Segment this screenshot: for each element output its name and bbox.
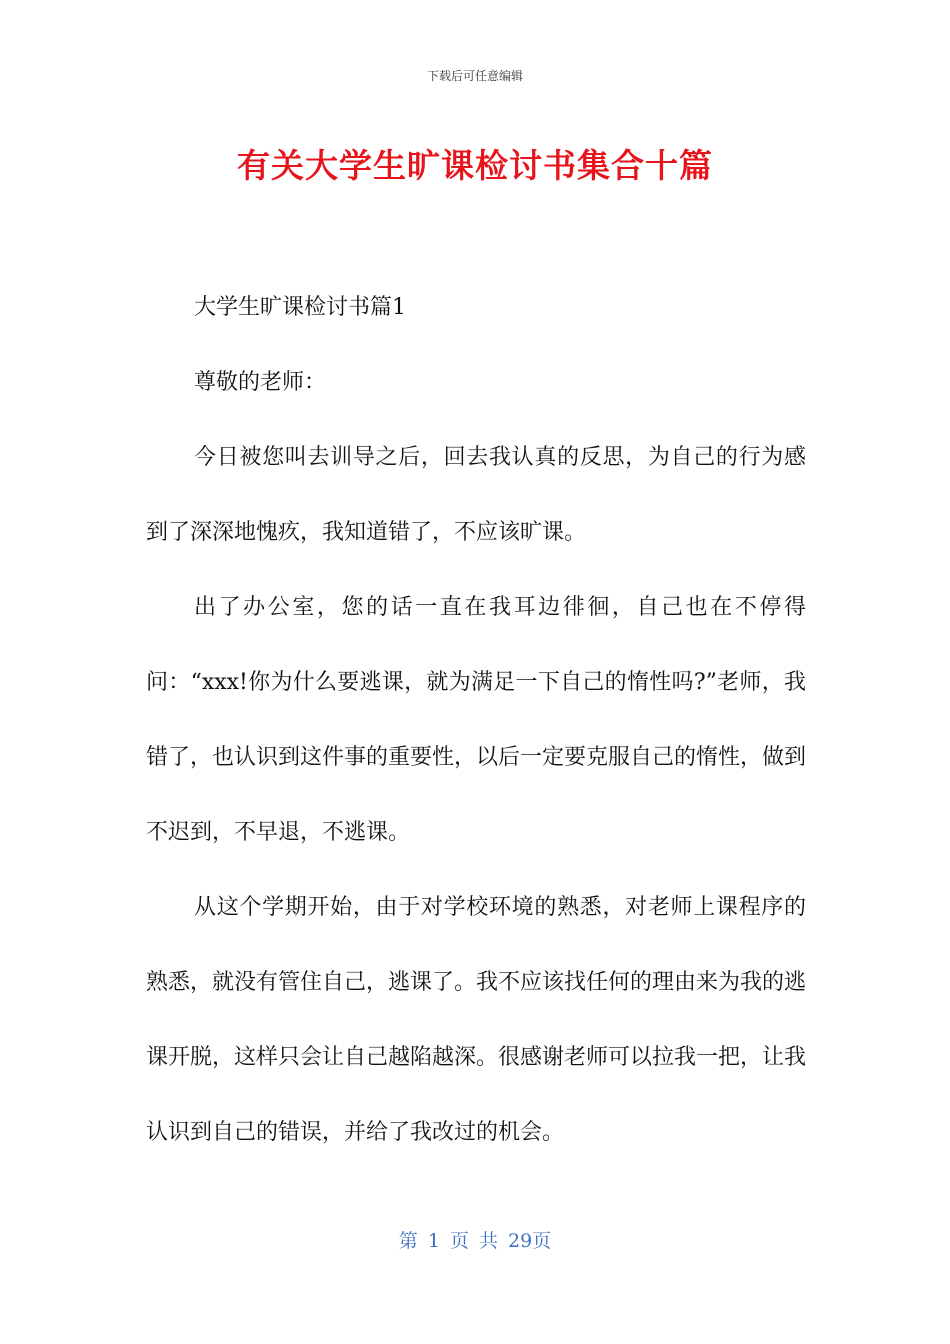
salutation: 尊敬的老师：: [194, 370, 327, 395]
body-paragraph: 出了办公室，您的话一直在我耳边徘徊，自己也在不停得问：“xxx!你为什么要逃课，就为满足一下自己的惰性吗?”老师，我错了，也认识到这件事的重要性，以后一定要克服自己的惰性，做到不迟到，不早退，不逃课。: [146, 595, 807, 845]
page-indicator: 第 1 页 共 29页: [398, 1230, 552, 1252]
document-title: 有关大学生旷课检讨书集合十篇: [237, 146, 713, 185]
document-body: [146, 270, 806, 1170]
body-paragraph: 从这个学期开始，由于对学校环境的熟悉，对老师上课程序的熟悉，就没有管住自己，逃课了。我不应该找任何的理由来为我的逃课开脱，这样只会让自己越陷越深。很感谢老师可以拉我一把，让我认识到自己的错误，并给了我改过的机会。: [146, 895, 807, 1145]
body-paragraph: 今日被您叫去训导之后，回去我认真的反思，为自己的行为感到了深深地愧疚，我知道错了，不应该旷课。: [146, 445, 806, 545]
header-note: 下载后可任意编辑: [426, 69, 523, 83]
section-heading: 大学生旷课检讨书篇1: [194, 295, 406, 320]
